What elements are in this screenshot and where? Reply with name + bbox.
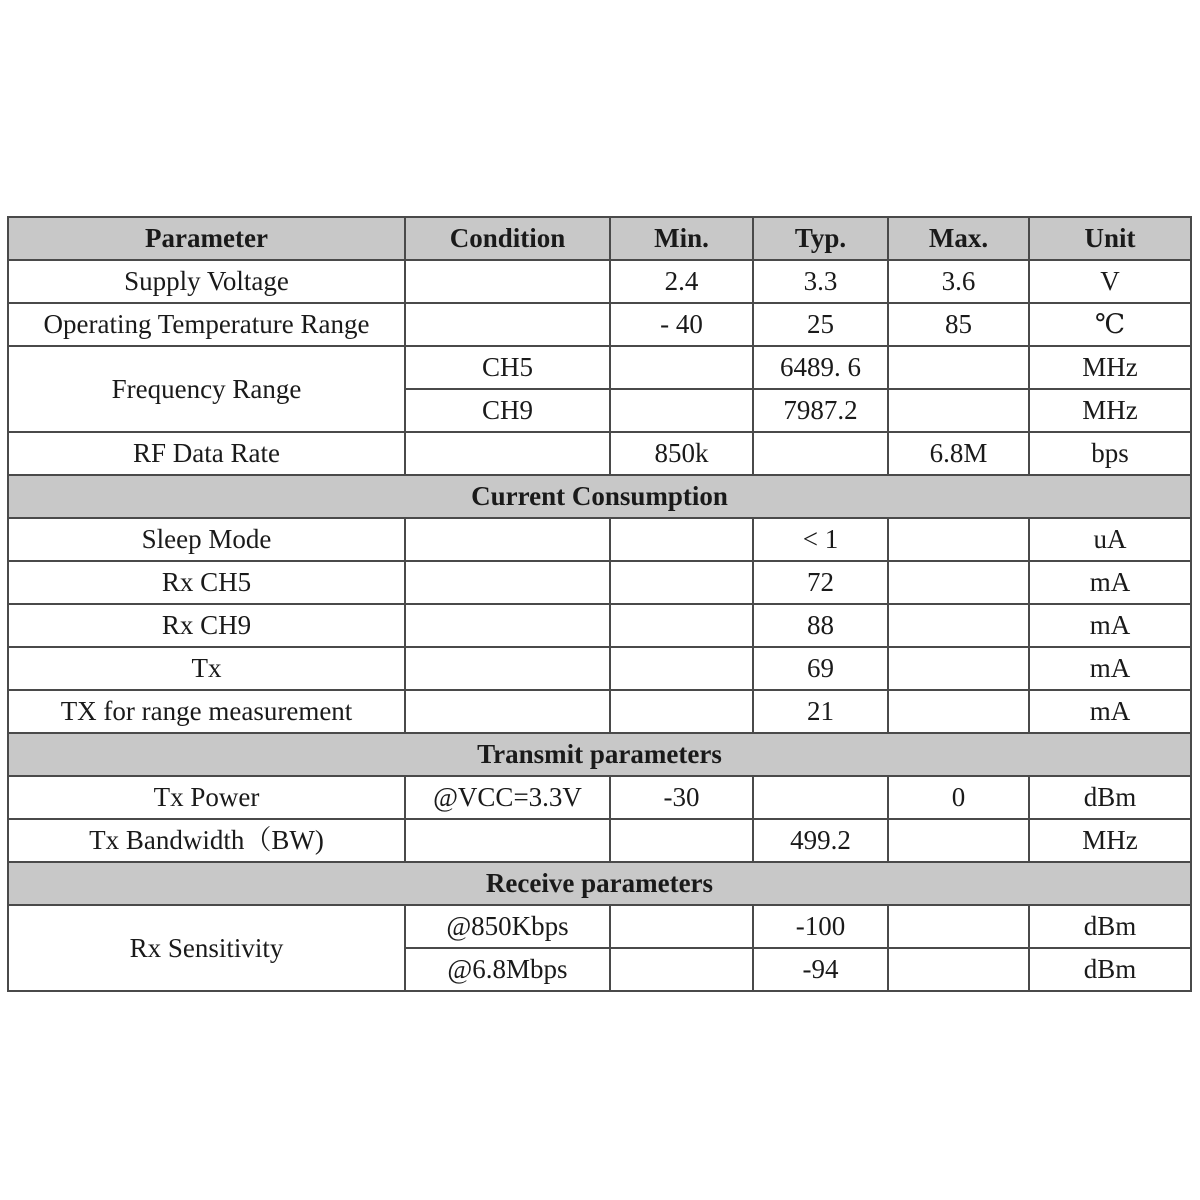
parameter-cell: Supply Voltage (8, 260, 405, 303)
parameter-cell: TX for range measurement (8, 690, 405, 733)
min-cell (610, 905, 753, 948)
max-cell: 85 (888, 303, 1029, 346)
parameter-cell: Rx CH9 (8, 604, 405, 647)
max-cell (888, 604, 1029, 647)
typ-cell: -94 (753, 948, 888, 991)
unit-cell: dBm (1029, 776, 1191, 819)
parameter-cell: Tx Power (8, 776, 405, 819)
table-row (8, 303, 1191, 346)
max-cell (888, 346, 1029, 389)
min-cell (610, 690, 753, 733)
condition-cell: @850Kbps (405, 905, 610, 948)
max-cell (888, 561, 1029, 604)
parameter-cell: Sleep Mode (8, 518, 405, 561)
parameter-cell: Rx Sensitivity (8, 905, 405, 991)
condition-cell (405, 561, 610, 604)
table-row (8, 776, 1191, 819)
unit-cell: uA (1029, 518, 1191, 561)
condition-cell (405, 690, 610, 733)
table-row (8, 346, 1191, 389)
table-row (8, 690, 1191, 733)
condition-cell (405, 260, 610, 303)
parameter-cell: Rx CH5 (8, 561, 405, 604)
min-cell: -30 (610, 776, 753, 819)
condition-cell (405, 432, 610, 475)
typ-cell (753, 776, 888, 819)
parameter-cell: RF Data Rate (8, 432, 405, 475)
unit-cell: mA (1029, 647, 1191, 690)
typ-cell: 69 (753, 647, 888, 690)
min-cell (610, 518, 753, 561)
max-cell (888, 389, 1029, 432)
table-row (8, 819, 1191, 862)
table-row (8, 518, 1191, 561)
unit-cell: mA (1029, 561, 1191, 604)
typ-cell: -100 (753, 905, 888, 948)
max-cell (888, 518, 1029, 561)
max-cell: 3.6 (888, 260, 1029, 303)
condition-cell (405, 647, 610, 690)
header-min: Min. (610, 217, 753, 260)
condition-cell (405, 303, 610, 346)
unit-cell: dBm (1029, 948, 1191, 991)
header-unit: Unit (1029, 217, 1191, 260)
section-title-current-consumption: Current Consumption (8, 475, 1191, 518)
unit-cell: MHz (1029, 819, 1191, 862)
condition-cell: CH5 (405, 346, 610, 389)
unit-cell: MHz (1029, 389, 1191, 432)
typ-cell: 6489. 6 (753, 346, 888, 389)
typ-cell (753, 432, 888, 475)
section-title-transmit-parameters: Transmit parameters (8, 733, 1191, 776)
header-row (8, 217, 1191, 260)
condition-cell: @6.8Mbps (405, 948, 610, 991)
condition-cell (405, 518, 610, 561)
max-cell (888, 948, 1029, 991)
table-row (8, 604, 1191, 647)
header-max: Max. (888, 217, 1029, 260)
section-header-row (8, 733, 1191, 776)
unit-cell: bps (1029, 432, 1191, 475)
unit-cell: mA (1029, 604, 1191, 647)
max-cell (888, 819, 1029, 862)
typ-cell: 72 (753, 561, 888, 604)
table-row (8, 647, 1191, 690)
parameter-cell: Operating Temperature Range (8, 303, 405, 346)
max-cell (888, 647, 1029, 690)
typ-cell: 499.2 (753, 819, 888, 862)
typ-cell: 21 (753, 690, 888, 733)
specification-table (7, 216, 1192, 992)
max-cell: 6.8M (888, 432, 1029, 475)
header-typ: Typ. (753, 217, 888, 260)
table-row (8, 905, 1191, 948)
header-parameter: Parameter (8, 217, 405, 260)
unit-cell: V (1029, 260, 1191, 303)
min-cell: - 40 (610, 303, 753, 346)
parameter-cell: Tx (8, 647, 405, 690)
condition-cell: @VCC=3.3V (405, 776, 610, 819)
parameter-cell: Tx Bandwidth（BW) (8, 819, 405, 862)
table-row (8, 561, 1191, 604)
section-header-row (8, 475, 1191, 518)
min-cell (610, 647, 753, 690)
typ-cell: 7987.2 (753, 389, 888, 432)
condition-cell (405, 819, 610, 862)
section-title-receive-parameters: Receive parameters (8, 862, 1191, 905)
max-cell (888, 905, 1029, 948)
min-cell (610, 346, 753, 389)
min-cell (610, 389, 753, 432)
unit-cell: dBm (1029, 905, 1191, 948)
min-cell (610, 561, 753, 604)
unit-cell: mA (1029, 690, 1191, 733)
typ-cell: 25 (753, 303, 888, 346)
unit-cell: ℃ (1029, 303, 1191, 346)
header-condition: Condition (405, 217, 610, 260)
table-row (8, 260, 1191, 303)
condition-cell (405, 604, 610, 647)
typ-cell: 88 (753, 604, 888, 647)
min-cell: 2.4 (610, 260, 753, 303)
min-cell (610, 604, 753, 647)
max-cell (888, 690, 1029, 733)
table-row (8, 432, 1191, 475)
condition-cell: CH9 (405, 389, 610, 432)
typ-cell: 3.3 (753, 260, 888, 303)
min-cell (610, 819, 753, 862)
max-cell: 0 (888, 776, 1029, 819)
min-cell: 850k (610, 432, 753, 475)
min-cell (610, 948, 753, 991)
unit-cell: MHz (1029, 346, 1191, 389)
parameter-cell: Frequency Range (8, 346, 405, 432)
section-header-row (8, 862, 1191, 905)
typ-cell: < 1 (753, 518, 888, 561)
